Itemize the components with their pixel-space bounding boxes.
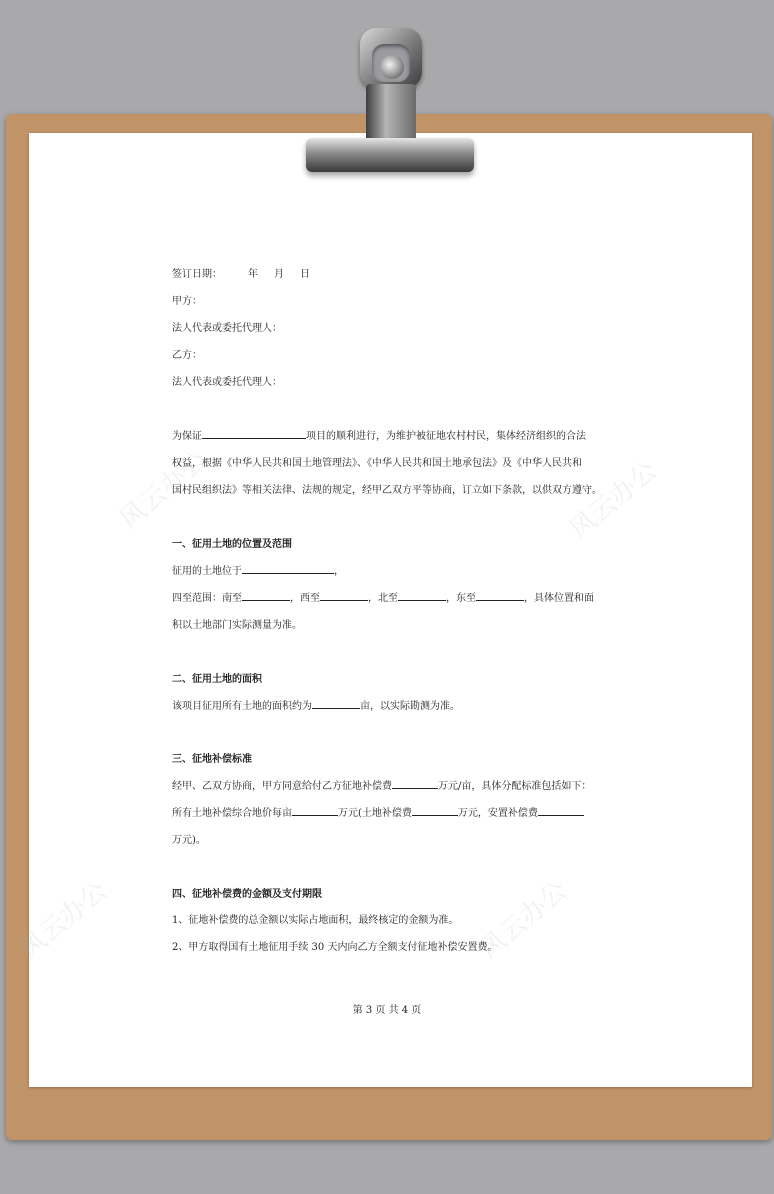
compensation-per-mu-blank [392, 779, 438, 789]
location-blank [242, 564, 334, 574]
date-year: 年 [248, 269, 258, 280]
area-blank [312, 699, 360, 709]
west-boundary-blank [320, 591, 368, 601]
watermark: 风云办公 [14, 875, 114, 966]
east-boundary-blank [476, 591, 524, 601]
page-number: 第 3 页 共 4 页 [352, 1005, 422, 1016]
section-4-line-1: 1、征地补偿费的总金额以实际占地面积，最终核定的金额为准。 [172, 915, 459, 926]
section-3-line-1: 经甲、乙双方协商，甲方同意给付乙方征地补偿费 万元/亩，具体分配标准包括如下： [172, 781, 592, 792]
section-1-line-1: 征用的土地位于 ， [172, 566, 344, 577]
section-4-line-2: 2、甲方取得国有土地征用手续 30 天内向乙方全额支付征地补偿安置费。 [172, 942, 498, 953]
intro-line-2: 权益，根据《中华人民共和国土地管理法》、《中华人民共和国土地承包法》及《中华人民共和 [172, 458, 582, 469]
project-name-blank [202, 429, 306, 439]
section-3-line-3: 万元)。 [172, 835, 206, 846]
land-price-blank [292, 806, 338, 816]
party-a-representative: 法人代表或委托代理人： [172, 323, 282, 334]
section-1-title: 一、征用土地的位置及范围 [172, 539, 292, 550]
watermark: 风云办公 [474, 875, 574, 966]
section-1-line-3: 积以土地部门实际测量为准。 [172, 620, 302, 631]
date-day: 日 [300, 269, 310, 280]
signing-date-label: 签订日期： [172, 269, 222, 280]
section-3-title: 三、征地补偿标准 [172, 754, 252, 765]
north-boundary-blank [398, 591, 446, 601]
party-b-label: 乙方： [172, 350, 202, 361]
section-2-line-1: 该项目征用所有土地的面积约为 亩，以实际勘测为准。 [172, 701, 460, 712]
intro-line-3: 国村民组织法》等相关法律、法规的规定，经甲乙双方平等协商，订立如下条款，以供双方遵守。 [172, 485, 602, 496]
watermark: 风云办公 [564, 455, 664, 546]
resettlement-compensation-blank [538, 806, 584, 816]
section-1-line-2: 四至范围：南至 ，西至 ，北至 ，东至 ，具体位置和面 [172, 593, 594, 604]
section-4-title: 四、征地补偿费的金额及支付期限 [172, 889, 322, 900]
land-compensation-blank [412, 806, 458, 816]
intro-line-1: 为保证 项目的顺利进行，为维护被征地农村村民，集体经济组织的合法 [172, 431, 586, 442]
section-3-line-2: 所有土地补偿综合地价每亩 万元(土地补偿费 万元，安置补偿费 [172, 804, 584, 819]
party-a-label: 甲方： [172, 296, 202, 307]
signing-date-line [172, 265, 310, 280]
south-boundary-blank [242, 591, 290, 601]
party-b-representative: 法人代表或委托代理人： [172, 377, 282, 388]
date-month: 月 [274, 269, 284, 280]
section-2-title: 二、征用土地的面积 [172, 674, 262, 685]
watermark: 风云办公 [114, 445, 214, 536]
